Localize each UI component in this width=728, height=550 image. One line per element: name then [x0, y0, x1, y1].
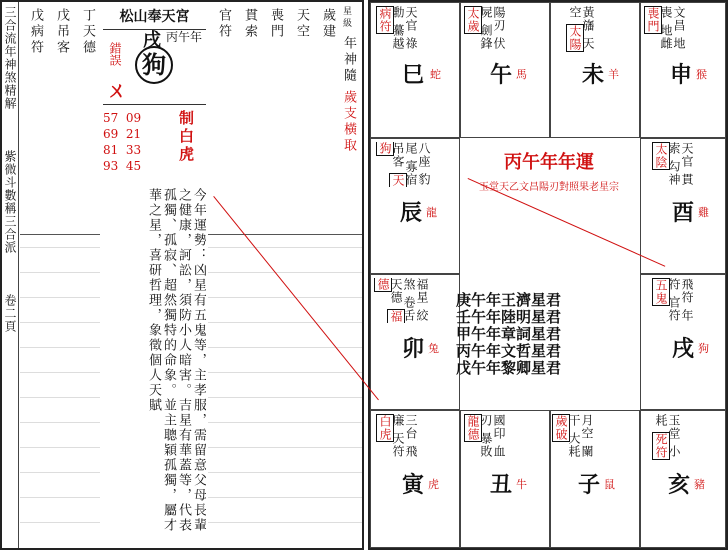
tag-you: 雞 — [698, 206, 709, 219]
left-table-heads — [22, 8, 100, 228]
branch-hai: 亥 — [668, 472, 691, 498]
center-line-4: 丙午年文哲星君 — [456, 342, 562, 360]
branch-xu: 戌 — [672, 336, 695, 362]
animal-circle: 狗 — [135, 46, 173, 84]
branch-zi: 子 — [578, 472, 601, 498]
stars-hai: 玉堂 小耗 死符 — [654, 414, 681, 459]
stars-chou: 國印 血刃 暴敗 龍德 — [466, 414, 506, 458]
tag-zi: 鼠 — [604, 478, 615, 491]
stars-chen: 八座 豹尾 寡宿 吊客 天狗 — [378, 142, 431, 187]
spine-page: 卷二頁 — [3, 294, 17, 333]
branch-si: 巳 — [402, 62, 425, 88]
tag-xu: 狗 — [698, 342, 709, 355]
right-grid-bottom — [208, 234, 362, 547]
center-line-5: 戊午年黎卿星君 — [456, 359, 562, 377]
header-cols — [340, 6, 362, 236]
stars-mao: 福星 絞煞 卷舌 天德 福德 — [376, 278, 429, 323]
chart-subtitle: 玉堂天乙文昌陽刃對照果老星宗 — [479, 182, 619, 193]
tag-mao: 兔 — [428, 342, 439, 355]
header-level: 星級 — [341, 6, 351, 30]
branch-wu: 午 — [490, 62, 513, 88]
tag-si: 蛇 — [430, 68, 441, 81]
head-guanfu: 官符 — [216, 8, 231, 40]
spine-title: 三合流年神煞精解 — [3, 6, 17, 110]
stars-zi: 月空 闌干 大耗 歲破 — [554, 414, 594, 458]
col-b: 戊吊客 — [54, 8, 69, 56]
center-line-3: 甲午年章詞星君 — [456, 325, 562, 343]
star-name: 制白虎 — [177, 110, 195, 164]
header-branch: 歲支橫取 — [341, 90, 356, 154]
stars-si: 天官 祿勳 驀越 病符 — [378, 6, 418, 50]
year-label: 丙午年 — [165, 30, 202, 44]
tag-yin: 虎 — [428, 478, 439, 491]
left-grid-bottom — [20, 234, 100, 547]
tag-shen: 猴 — [696, 68, 707, 81]
tag-chen: 龍 — [426, 206, 437, 219]
tag-hai: 豬 — [694, 478, 705, 491]
tag-chou: 牛 — [516, 478, 527, 491]
stars-xu: 飛符 年符 官符 五鬼 — [654, 278, 694, 322]
branch-shen: 申 — [670, 62, 693, 88]
branch-chen: 辰 — [400, 200, 423, 226]
spine-subtitle: 紫微斗數稱三合派 — [3, 150, 17, 254]
animal-prefix: 戌 — [143, 30, 161, 51]
error-label: 錯誤 — [108, 42, 122, 66]
stars-shen: 文昌 地喪 地雌 喪門 — [646, 6, 686, 50]
right-table-heads — [210, 8, 340, 178]
center-line-1: 庚午年王濟星君 — [456, 291, 562, 309]
tag-wu: 馬 — [516, 68, 527, 81]
tag-wei: 羊 — [608, 68, 619, 81]
head-sangmen: 喪門 — [268, 8, 283, 40]
fortune-text: 今年運勢：凶星有五鬼等，主孝服，需留意父母長輩之健康，訶訟，須防小人暗害。吉星有華蓋等，代表孤獨、孤寂、超然獨特的命象。並主聰穎孤獨，屬才華之星，喜研哲理，象徵個人天賦 — [146, 188, 206, 533]
head-tiankong: 天空 — [294, 8, 309, 40]
error-mark: ㄨ — [107, 78, 127, 102]
branch-mao: 卯 — [402, 336, 425, 362]
center-lines — [456, 292, 642, 377]
branch-chou: 丑 — [490, 472, 513, 498]
branch-yin: 寅 — [402, 472, 425, 498]
spine-strip — [2, 2, 19, 548]
temple-title: 松山奉天宮 — [103, 6, 206, 30]
chart-title: 丙午年年運 — [504, 152, 594, 173]
center-line-2: 壬午年陸明星君 — [456, 308, 562, 326]
header-god: 年神隨 — [341, 36, 356, 84]
number-grid: 57 09 69 21 81 33 93 45 — [103, 111, 142, 173]
stars-wu: 陽刃 伏屍 劍鋒 太歲 — [466, 6, 506, 50]
stars-wei: 黃旛 天空 太陽 — [568, 6, 595, 51]
stars-you: 天官 貫索 勾神 太陰 — [654, 142, 694, 186]
branch-wei: 未 — [582, 62, 605, 88]
head-guansuo: 貫索 — [242, 8, 257, 40]
head-suijian: 歲建 — [320, 8, 335, 40]
col-a: 戊病符 — [28, 8, 43, 56]
stars-yin: 三台 飛廉 天符 白虎 — [378, 414, 418, 458]
animal-box — [103, 26, 206, 105]
branch-you: 酉 — [672, 200, 695, 226]
col-c: 丁天德 — [80, 8, 95, 56]
